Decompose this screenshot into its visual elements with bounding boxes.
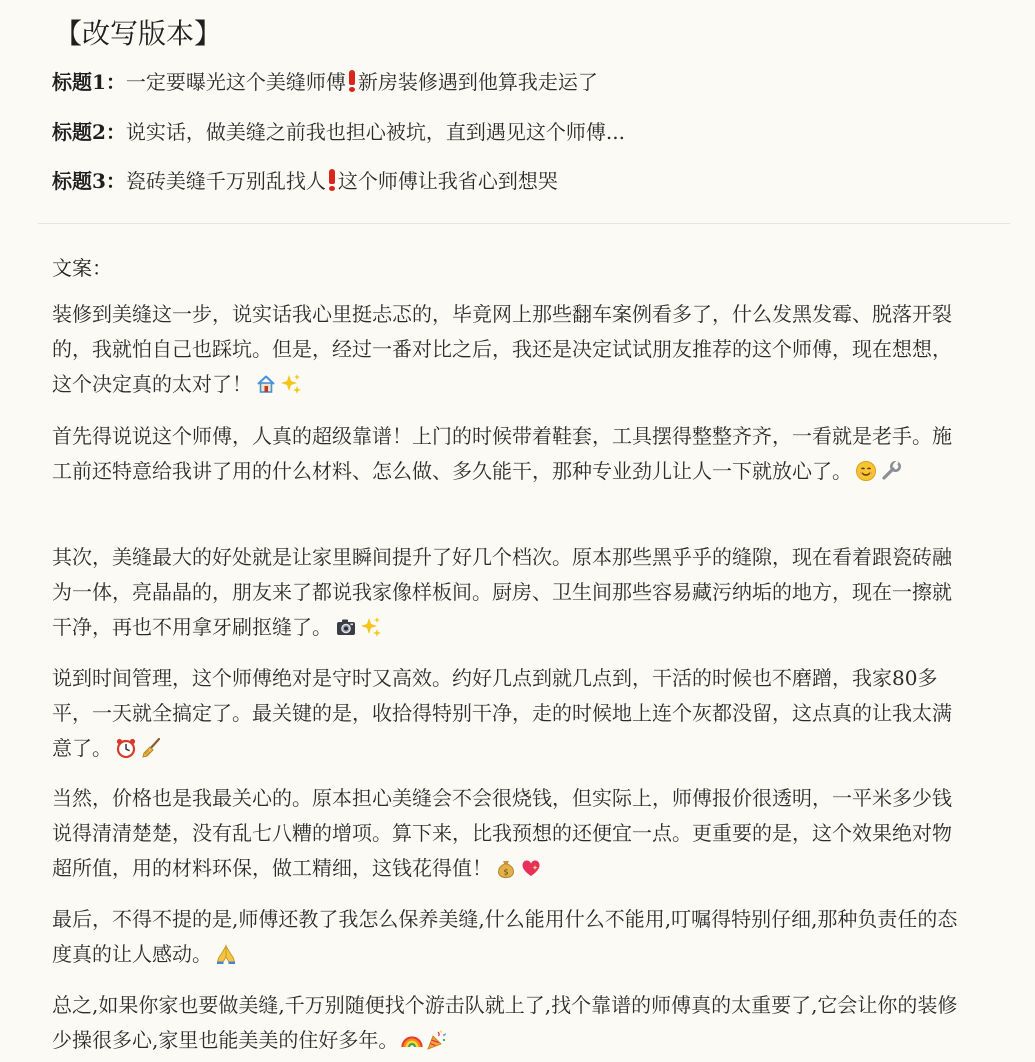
sparkles-icon <box>280 373 302 395</box>
title-text: 新房装修遇到他算我走运了 <box>357 70 598 94</box>
paragraph <box>52 661 967 766</box>
sparkling-heart-icon <box>520 857 542 879</box>
paragraph <box>52 297 967 402</box>
title-row-1 <box>52 67 598 97</box>
title-text: 说实话，做美缝之前我也担心被坑，直到遇见这个师傅... <box>125 120 625 144</box>
exclamation-icon <box>328 169 336 191</box>
svg-text:$: $ <box>503 867 509 877</box>
title-label: 标题2： <box>52 120 126 144</box>
paragraph <box>52 902 967 972</box>
paragraph-text: 最后，不得不提的是,师傅还教了我怎么保养美缝,什么能用什么不能用,叮嘱得特别仔细,那种负责任的态度真的让人感动。 <box>52 907 958 966</box>
paragraph-text: 当然，价格也是我最关心的。原本担心美缝会不会很烧钱，但实际上，师傅报价很透明，一平米多少钱说得清清楚楚，没有乱七八糟的增项。算下来，比我预想的还便宜一点。更重要的是，这个效果绝对物超所值，用的材料环保，做工精细，这钱花得值！ <box>52 786 952 880</box>
section-divider <box>38 223 1010 224</box>
title-row-3 <box>52 166 558 196</box>
paragraph-text: 其次，美缝最大的好处就是让家里瞬间提升了好几个档次。原本那些黑乎乎的缝隙，现在看着跟瓷砖融为一体，亮晶晶的，朋友来了都说我家像样板间。厨房、卫生间那些容易藏污纳垢的地方，现在一擦就干净，再也不用拿牙刷抠缝了。 <box>52 545 952 639</box>
paragraph-text: 说到时间管理，这个师傅绝对是守时又高效。约好几点到就几点到，干活的时候也不磨蹭，我家80多平，一天就全搞定了。最关键的是，收拾得特别干净，走的时候地上连个灰都没留，这点真的让我太满意了。 <box>52 666 952 760</box>
title-text: 一定要曝光这个美缝师傅 <box>125 70 346 94</box>
copy-label: 文案： <box>52 256 112 280</box>
exclamation-icon <box>348 70 356 92</box>
broom-icon <box>140 737 162 759</box>
paragraph <box>52 781 967 886</box>
alarm-clock-icon <box>115 737 137 759</box>
page-heading: 【改写版本】 <box>54 17 223 50</box>
camera-icon <box>335 616 357 638</box>
smiling-face-icon <box>855 460 877 482</box>
money-bag-icon <box>495 857 517 879</box>
sparkles-icon <box>360 616 382 638</box>
paragraph-text: 总之,如果你家也要做美缝,千万别随便找个游击队就上了,找个靠谱的师傅真的太重要了,它会让你的装修少操很多心,家里也能美美的住好多年。 <box>52 993 958 1052</box>
paragraph <box>52 419 967 489</box>
folded-hands-icon <box>215 943 237 965</box>
title-text: 瓷砖美缝千万别乱找人 <box>125 169 326 193</box>
paragraph <box>52 988 967 1058</box>
house-icon <box>255 373 277 395</box>
title-text: 这个师傅让我省心到想哭 <box>337 169 558 193</box>
party-popper-icon <box>426 1029 448 1051</box>
title-label: 标题1： <box>52 70 126 94</box>
paragraph-text: 首先得说说这个师傅，人真的超级靠谱！上门的时候带着鞋套，工具摆得整整齐齐，一看就是老手。施工前还特意给我讲了用的什么材料、怎么做、多久能干，那种专业劲儿让人一下就放心了。 <box>52 424 952 483</box>
paragraph-text: 装修到美缝这一步，说实话我心里挺忐忑的，毕竟网上那些翻车案例看多了，什么发黑发霉、脱落开裂的，我就怕自己也踩坑。但是，经过一番对比之后，我还是决定试试朋友推荐的这个师傅，现在想想，这个决定真的太对了！ <box>52 302 952 396</box>
title-label: 标题3： <box>52 169 126 193</box>
rainbow-icon <box>401 1029 423 1051</box>
wrench-icon <box>880 460 902 482</box>
title-row-2 <box>52 117 625 147</box>
paragraph <box>52 540 967 645</box>
